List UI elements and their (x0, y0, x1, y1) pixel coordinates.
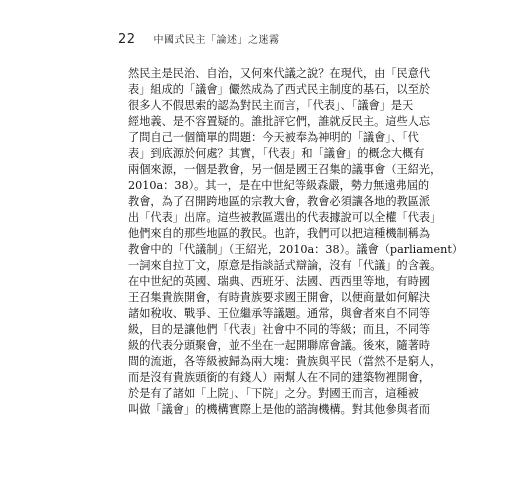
text-line: 出「代表」出席。這些被教區選出的代表據說可以全權「代表」 (128, 211, 442, 224)
text-line: 表」組成的「議會」儼然成為了西式民主制度的基石，以至於 (128, 83, 431, 96)
text-line: 王召集貴族開會，有時貴族要求國王開會，以便商量如何解決 (128, 291, 431, 304)
text-line: 一詞來自拉丁文，原意是指談話式辯論，沒有「代議」的含義。 (128, 259, 442, 272)
text-line: 經地義、是不容置疑的。誰批評它們，誰就反民主。這些人忘 (128, 115, 431, 128)
text-line: 級的代表分頭聚會，並不坐在一起開聯席會議。後來，隨著時 (128, 339, 431, 352)
text-line: 諸如稅收、戰爭、王位繼承等議題。通常，與會者來自不同等 (128, 307, 431, 320)
text-line: 於是有了諸如「上院」、「下院」之分。對國王而言，這種被 (128, 387, 419, 400)
text-line: 2010a：38）。其一，是在中世紀等級森嚴，勢力無遠弗屆的 (128, 179, 430, 192)
text-line: 很多人不假思索的認為對民主而言，「代表」、「議會」是天 (128, 99, 414, 112)
text-line: 教會，為了召開跨地區的宗教大會，教會必須讓各地的教區派 (128, 195, 431, 208)
text-line: 叫做「議會」的機構實際上是他的諮詢機構。對其他參與者而 (128, 403, 431, 416)
text-line: 了問自己一個簡單的問題：今天被奉為神明的「議會」、「代 (128, 131, 419, 144)
text-line: 然民主是民治、自治，又何來代議之說？在現代，由「民意代 (128, 67, 431, 80)
text-line: 教會中的「代議制」（王紹光，2010a：38）。議會（parliament） (128, 243, 464, 256)
text-line: 間的流逝，各等級被歸為兩大塊：貴族與平民（當然不是窮人， (128, 355, 442, 368)
text-line: 級，目的是讓他們「代表」社會中不同的等級；而且，不同等 (128, 323, 431, 336)
page-number: 22 (118, 32, 136, 47)
text-line: 而是沒有貴族頭銜的有錢人）兩幫人在不同的建築物裡開會， (128, 371, 431, 384)
text-line: 表」到底源於何處？其實，「代表」和「議會」的概念大概有 (128, 147, 425, 160)
text-line: 在中世紀的英國、瑞典、西班牙、法國、西西里等地，有時國 (128, 275, 431, 288)
body-paragraph (128, 66, 464, 418)
page-header (118, 31, 280, 47)
text-line: 兩個來源，一個是教會，另一個是國王召集的議事會（王紹光， (128, 163, 442, 176)
text-line: 他們來自的那些地區的教民。也許，我們可以把這種機制稱為 (128, 227, 431, 240)
running-title: 中國式民主「論述」之迷霧 (153, 35, 280, 46)
